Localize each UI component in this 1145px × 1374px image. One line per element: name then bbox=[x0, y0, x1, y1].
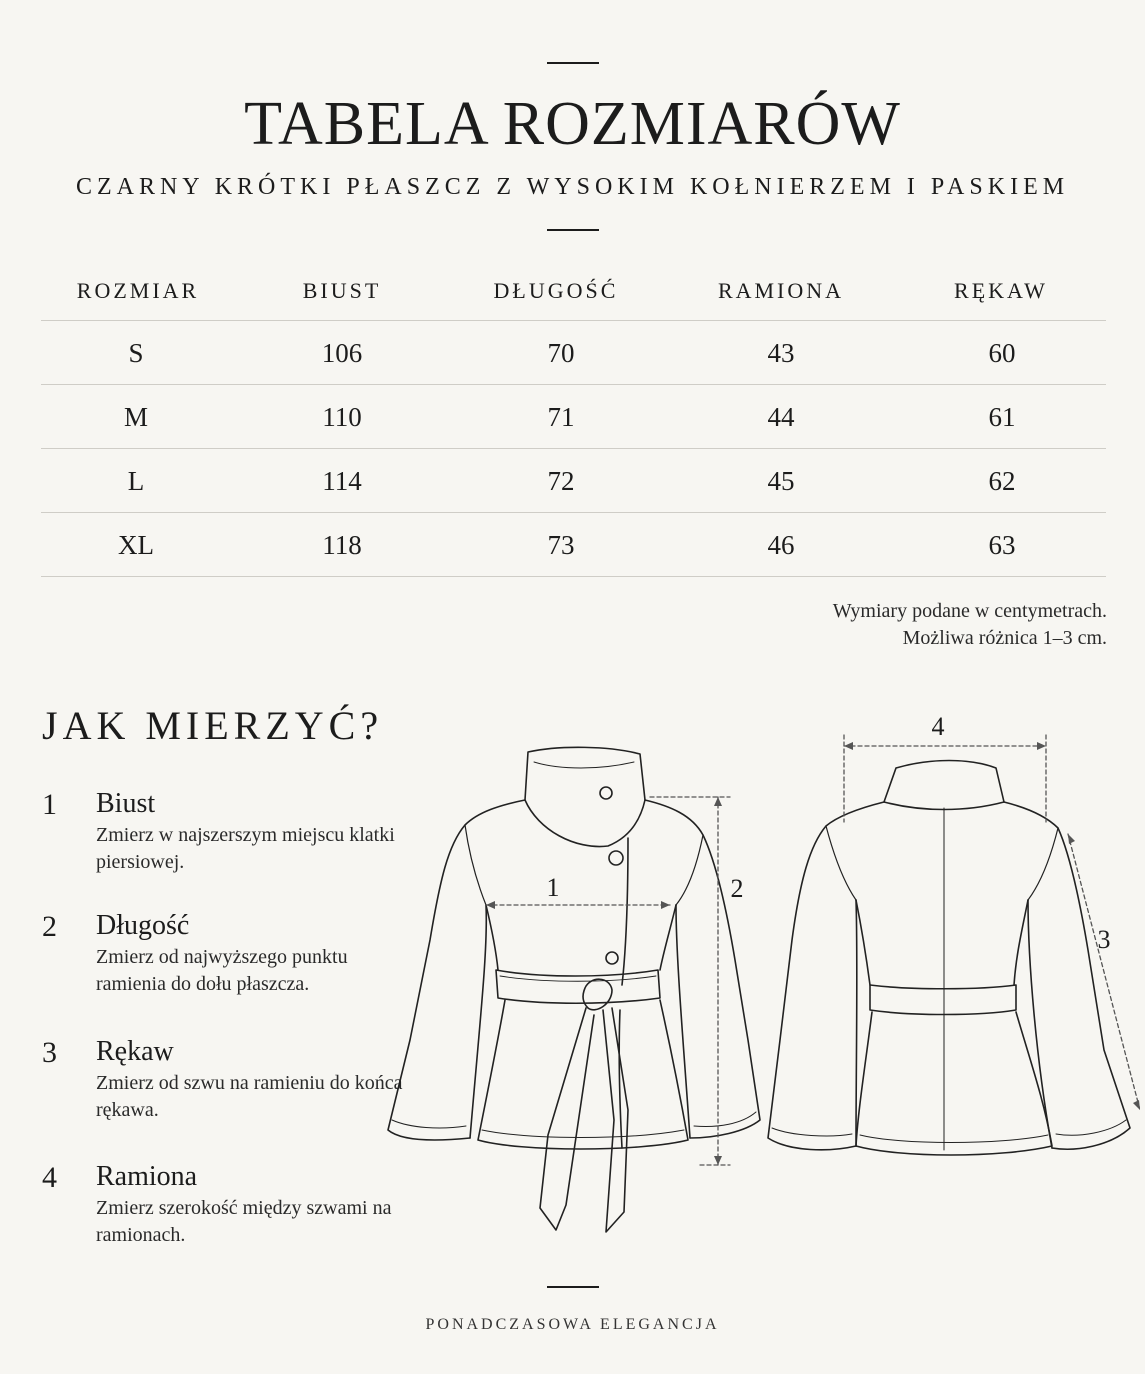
cell-size: L bbox=[127, 466, 145, 496]
size-table bbox=[41, 270, 1106, 577]
cell-bust: 114 bbox=[322, 466, 362, 496]
cell-sleeve: 62 bbox=[988, 466, 1016, 496]
cell-length: 70 bbox=[547, 338, 575, 368]
cell-length: 71 bbox=[547, 402, 575, 432]
column-header-sleeve: RĘKAW bbox=[954, 278, 1048, 303]
column-header-size: ROZMIAR bbox=[76, 278, 200, 303]
step-title: Rękaw bbox=[96, 1036, 174, 1067]
cell-sleeve: 60 bbox=[988, 338, 1016, 368]
page-subtitle: CZARNY KRÓTKI PŁASZCZ Z WYSOKIM KOŁNIERZEM I PASKIEM bbox=[75, 174, 1070, 200]
table-row bbox=[41, 512, 1106, 577]
column-header-shoulders: RAMIONA bbox=[717, 278, 845, 303]
cell-shoulders: 43 bbox=[767, 338, 795, 368]
cell-length: 73 bbox=[547, 530, 575, 560]
how-to-measure-title: JAK MIERZYĆ? bbox=[42, 703, 384, 748]
footer-tagline: PONADCZASOWA ELEGANCJA bbox=[425, 1316, 720, 1333]
measurement-note-tolerance: Możliwa różnica 1–3 cm. bbox=[902, 627, 1107, 649]
cell-sleeve: 61 bbox=[988, 402, 1016, 432]
step-title: Długość bbox=[96, 910, 190, 941]
diagram-label-sleeve: 3 bbox=[1097, 925, 1111, 954]
cell-bust: 106 bbox=[321, 338, 363, 368]
top-divider bbox=[547, 62, 599, 64]
diagram-label-bust: 1 bbox=[546, 873, 560, 902]
cell-size: XL bbox=[118, 530, 154, 560]
coat-front-illustration bbox=[388, 747, 760, 1232]
cell-bust: 110 bbox=[322, 402, 362, 432]
cell-shoulders: 46 bbox=[767, 530, 795, 560]
step-description: Zmierz od szwu na ramieniu do końca rękawa. bbox=[96, 1072, 403, 1121]
cell-shoulders: 45 bbox=[767, 466, 795, 496]
diagram-label-length: 2 bbox=[730, 874, 744, 903]
table-row bbox=[41, 448, 1106, 512]
column-header-length: DŁUGOŚĆ bbox=[493, 278, 619, 303]
cell-sleeve: 63 bbox=[988, 530, 1016, 560]
cell-size: S bbox=[128, 338, 144, 368]
coat-back-illustration bbox=[768, 761, 1130, 1156]
coat-measurement-diagram bbox=[380, 700, 1140, 1260]
measurement-note-units: Wymiary podane w centymetrach. bbox=[832, 600, 1107, 622]
table-header bbox=[41, 270, 1106, 320]
diagram-label-shoulders: 4 bbox=[931, 712, 945, 741]
subtitle-divider bbox=[547, 229, 599, 231]
cell-bust: 118 bbox=[322, 530, 362, 560]
step-number: 2 bbox=[42, 910, 57, 943]
step-number: 3 bbox=[42, 1036, 57, 1069]
step-description: Zmierz od najwyższego punktu ramienia do dołu płaszcza. bbox=[96, 946, 348, 995]
table-row bbox=[41, 320, 1106, 384]
footer-divider bbox=[547, 1286, 599, 1288]
step-number: 1 bbox=[42, 788, 57, 821]
step-description: Zmierz szerokość między szwami na ramionach. bbox=[96, 1197, 392, 1246]
cell-size: M bbox=[123, 402, 148, 432]
step-title: Biust bbox=[96, 788, 156, 819]
step-description: Zmierz w najszerszym miejscu klatki piersiowej. bbox=[96, 824, 395, 873]
column-header-bust: BIUST bbox=[302, 278, 382, 303]
cell-length: 72 bbox=[547, 466, 575, 496]
table-row bbox=[41, 384, 1106, 448]
step-number: 4 bbox=[42, 1161, 57, 1194]
step-title: Ramiona bbox=[96, 1161, 198, 1192]
cell-shoulders: 44 bbox=[767, 402, 795, 432]
page-title: TABELA ROZMIARÓW bbox=[244, 90, 901, 158]
